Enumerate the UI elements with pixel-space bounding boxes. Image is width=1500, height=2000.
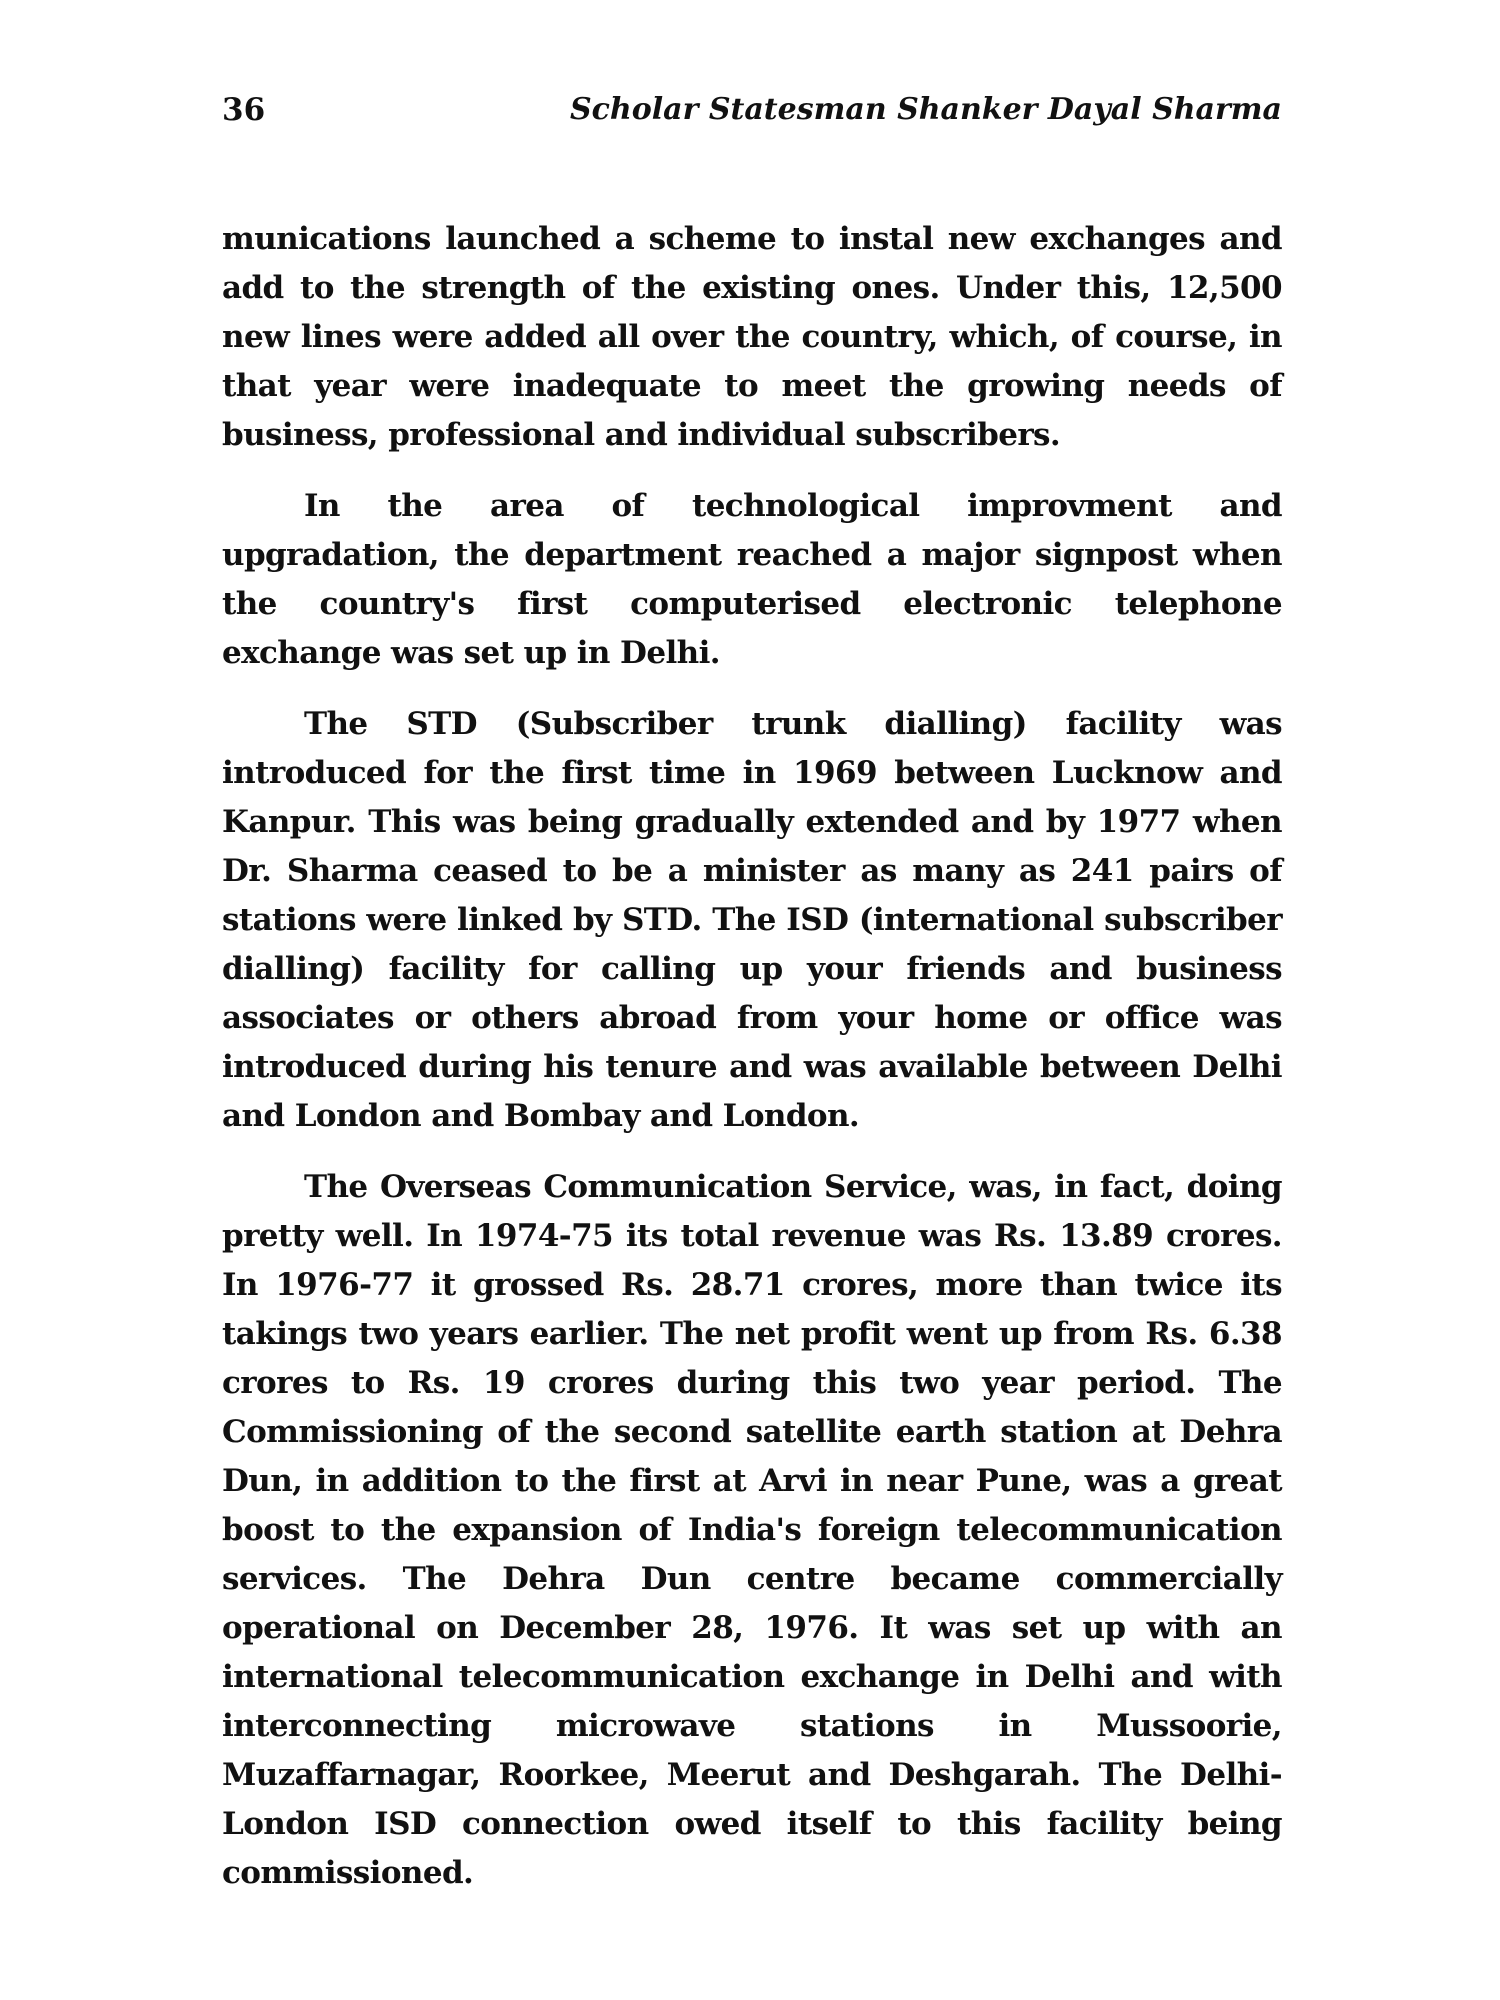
paragraph-std-isd: The STD (Subscriber trunk dialling) facility was introduced for the first time in 1969 between Lucknow and Kanpur. This was being gradually extended and by 1977 when Dr. Sharma ceased to be a minister as many as 241 pairs of stations were linked by STD. The ISD (international subscriber dialling) facility for calling up your friends and business associates or others abroad from your home or office was introduced during his tenure and was available between Delhi and London and Bombay and London. — [222, 706, 1282, 1134]
body-text — [222, 215, 1282, 1920]
running-head — [222, 92, 1282, 142]
paragraph-overseas-communication: The Overseas Communication Service, was, in fact, doing pretty well. In 1974-75 its total revenue was Rs. 13.89 crores. In 1976-77 it grossed Rs. 28.71 crores, more than twice its takings two years earlier. The net profit went up from Rs. 6.38 crores to Rs. 19 crores during this two year period. The Commissioning of the second satellite earth station at Dehra Dun, in addition to the first at Arvi in near Pune, was a great boost to the expansion of India's foreign telecommunication services. The Dehra Dun centre became commercially operational on December 28, 1976. It was set up with an international telecommunication exchange in Delhi and with interconnecting microwave stations in Mussoorie, Muzaffarnagar, Roorkee, Meerut and Deshgarah. The Delhi-London ISD connection owed itself to this facility being commissioned. — [222, 1169, 1282, 1891]
page-number: 36 — [222, 92, 266, 128]
paragraph-technological-improvement: In the area of technological improvment and upgradation, the department reached a major signpost when the country's first computerised electronic telephone exchange was set up in Delhi. — [222, 488, 1282, 671]
paragraph-continuation: munications launched a scheme to instal new exchanges and add to the strength of the existing ones. Under this, 12,500 new lines were added all over the country, which, of course, in that year were inadequate to meet the growing needs of business, professional and individual subscribers. — [222, 221, 1282, 453]
running-title: Scholar Statesman Shanker Dayal Sharma — [570, 92, 1282, 127]
